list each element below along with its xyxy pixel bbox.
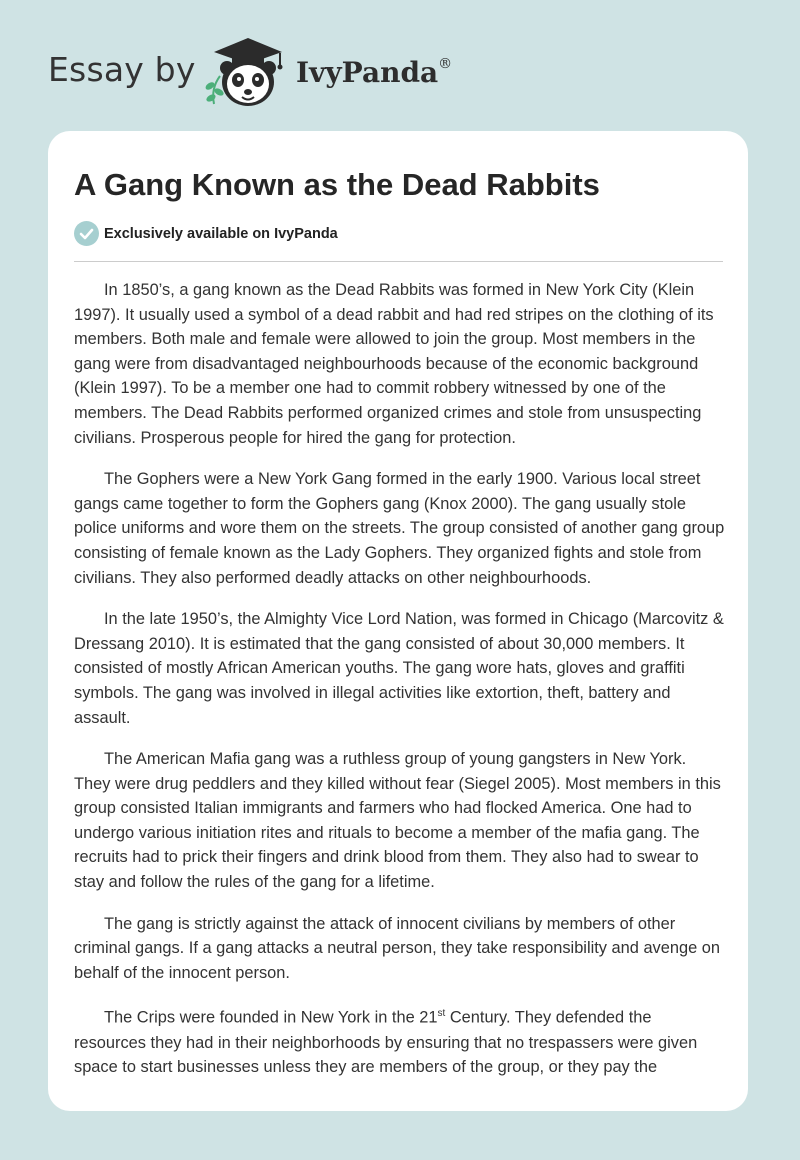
article-card bbox=[48, 131, 748, 1111]
divider bbox=[74, 261, 723, 262]
paragraph: The Gophers were a New York Gang formed in the early 1900. Various local street gangs came together to form the Gophers gang (Knox 2000). The gang usually stole police uniforms and wore them on the streets. The group consisted of another gang group consisting of female known as the Lady Gophers. They organized fights and stole from civilians. They also performed deadly attacks on other neighbourhoods. bbox=[74, 470, 725, 587]
paragraph-text: Century. They defended the resources they had in their neighborhoods by ensuring that no trespassers were given space to start businesses unless they are members of the group, or they pay the bbox=[74, 1008, 698, 1077]
registered-mark: ® bbox=[438, 55, 453, 72]
paragraph: In the late 1950’s, the Almighty Vice Lord Nation, was formed in Chicago (Marcovitz & Dressang 2010). It is estimated that the gang consisted of about 30,000 members. It consisted of mostly African American youths. The gang wore hats, gloves and graffiti symbols. The gang was involved in illegal activities like extortion, theft, battery and assault. bbox=[74, 610, 724, 727]
exclusive-badge bbox=[74, 221, 338, 246]
paragraph: The gang is strictly against the attack of innocent civilians by members of other criminal gangs. If a gang attacks a neutral person, they take responsibility and avenge on behalf of the innocent person. bbox=[74, 914, 720, 982]
site-header bbox=[0, 0, 800, 130]
ivypanda-logo-icon[interactable] bbox=[200, 34, 296, 112]
exclusive-label: Exclusively available on IvyPanda bbox=[104, 225, 338, 242]
paragraph: In 1850’s, a gang known as the Dead Rabbits was formed in New York City (Klein 1997). It usually used a symbol of a dead rabbit and had red stripes on the clothing of its members. Both male and female were allowed to join the group. Most members in the gang were from disadvantaged neighbourhoods because of the economic background (Klein 1997). To be a member one had to commit robbery witnessed by one of the members. The Dead Rabbits performed organized crimes and stole from unsuspecting civilians. Prosperous people for hired the gang for protection. bbox=[74, 281, 714, 447]
ordinal-suffix: st bbox=[437, 1008, 446, 1020]
brand-name[interactable]: IvyPanda® bbox=[296, 55, 453, 89]
paragraph-text: The Crips were founded in New York in the 21 bbox=[104, 1008, 438, 1027]
check-icon bbox=[74, 221, 99, 246]
article-body bbox=[74, 278, 726, 1097]
essay-by-label: Essay by bbox=[48, 50, 196, 89]
paragraph bbox=[74, 1002, 726, 1079]
page-title: A Gang Known as the Dead Rabbits bbox=[74, 167, 600, 202]
paragraph: The American Mafia gang was a ruthless group of young gangsters in New York. They were drug peddlers and they killed without fear (Siegel 2005). Most members in this group consisted Italian immigrants and farmers who had flocked America. One had to undergo various initiation rites and rituals to become a member of the mafia gang. The recruits had to prick their fingers and drink blood from them. They also had to swear to stay and follow the rules of the gang for a lifetime. bbox=[74, 750, 721, 892]
